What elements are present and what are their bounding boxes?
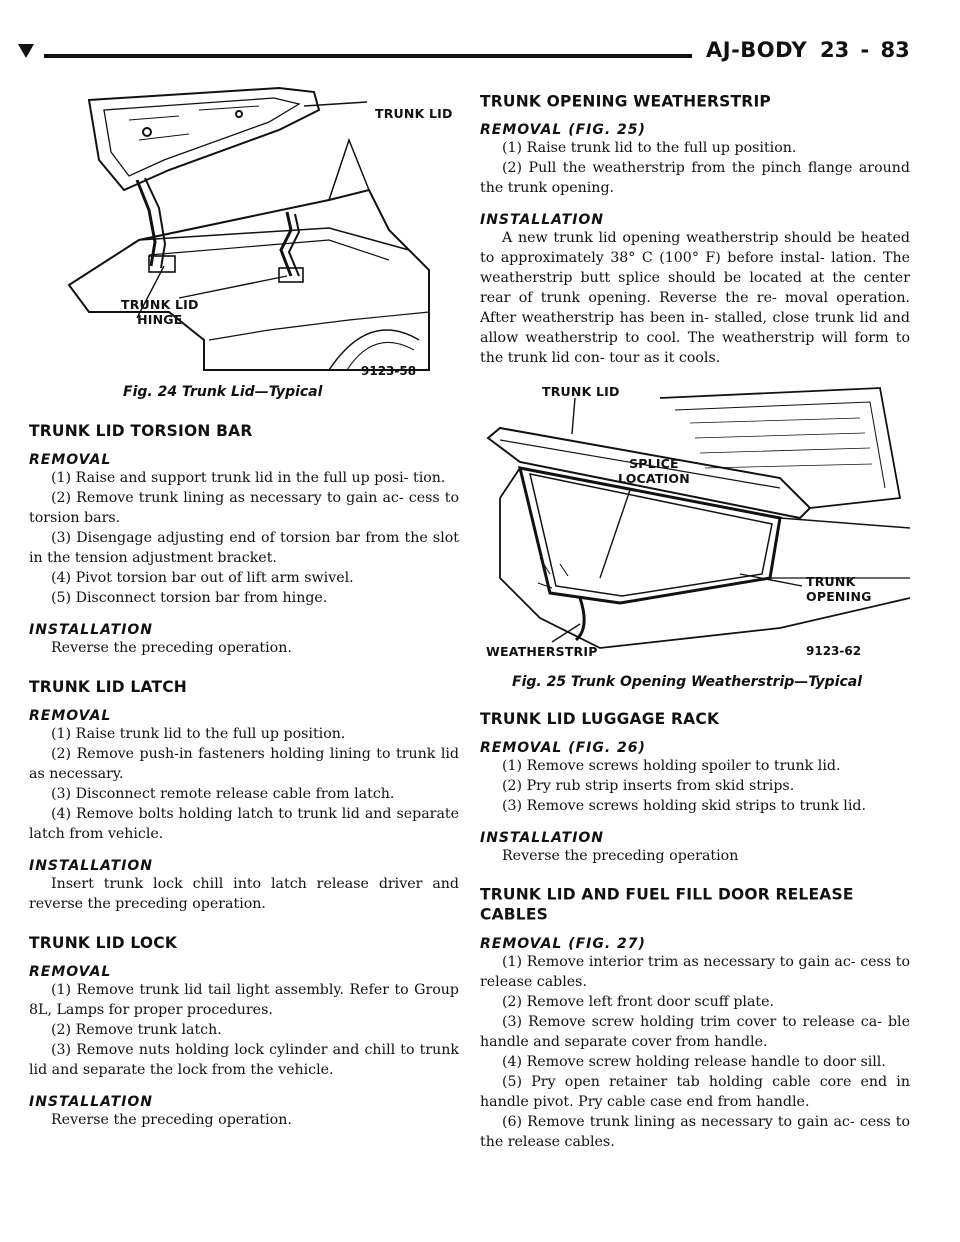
step: (2) Remove trunk latch.	[51, 1022, 222, 1038]
label-trunk-lid: TRUNK LID	[375, 106, 453, 121]
label-hinge-line2: HINGE	[137, 312, 183, 327]
left-column	[29, 80, 459, 1130]
step: (2) Pull the weatherstrip from the pinch flange around the trunk opening.	[480, 160, 910, 196]
header-rule	[44, 54, 692, 58]
subheading-removal: REMOVAL	[29, 452, 112, 468]
step: (5) Pry open retainer tab holding cable core end in handle pivot. Pry cable case end from handle.	[480, 1074, 910, 1110]
label-trunk-lid-hinge	[121, 297, 199, 327]
label-splice-line2: LOCATION	[618, 471, 690, 486]
step: (6) Remove trunk lining as necessary to gain ac- cess to the release cables.	[480, 1114, 910, 1150]
install-text: Insert trunk lock chill into latch release driver and reverse the preceding operation.	[29, 876, 459, 912]
section-title-latch: TRUNK LID LATCH	[29, 677, 187, 697]
subheading-installation: INSTALLATION	[480, 830, 605, 846]
step: (1) Raise trunk lid to the full up position.	[51, 726, 346, 742]
step: (4) Remove bolts holding latch to trunk lid and separate latch from vehicle.	[29, 806, 459, 842]
section-title-lock: TRUNK LID LOCK	[29, 933, 178, 953]
step: (3) Remove screws holding skid strips to trunk lid.	[502, 798, 866, 814]
figure-code: 9123-58	[361, 364, 417, 378]
title-line2: CABLES	[480, 905, 549, 924]
section-title-release-cables	[480, 885, 910, 925]
label-opening-line1: TRUNK	[806, 574, 856, 589]
figure-code: 9123-62	[806, 644, 862, 658]
step: (2) Remove push-in fasteners holding lining to trunk lid as necessary.	[29, 746, 459, 782]
subheading-removal: REMOVAL	[29, 708, 112, 724]
figure-25	[480, 378, 910, 668]
step: (4) Pivot torsion bar out of lift arm swivel.	[51, 570, 354, 586]
subheading-removal: REMOVAL (FIG. 26)	[480, 740, 646, 756]
right-column	[480, 92, 910, 1152]
label-trunk-opening	[806, 574, 872, 604]
subheading-installation: INSTALLATION	[480, 212, 605, 228]
figure-24	[29, 80, 459, 380]
section-title-torsion-bar: TRUNK LID TORSION BAR	[29, 421, 253, 441]
step: (3) Remove nuts holding lock cylinder and chill to trunk lid and separate the lock from the vehicle.	[29, 1042, 459, 1078]
step: (3) Remove screw holding trim cover to release ca- ble handle and separate cover from handle.	[480, 1014, 910, 1050]
label-opening-line2: OPENING	[806, 589, 872, 604]
figure-24-caption: Fig. 24 Trunk Lid—Typical	[123, 384, 323, 400]
label-weatherstrip: WEATHERSTRIP	[486, 644, 598, 659]
install-text: Reverse the preceding operation	[502, 848, 739, 864]
step: (2) Remove trunk lining as necessary to gain ac- cess to torsion bars.	[29, 490, 459, 526]
subheading-installation: INSTALLATION	[29, 858, 154, 874]
step: (2) Remove left front door scuff plate.	[502, 994, 775, 1010]
figure-25-caption: Fig. 25 Trunk Opening Weatherstrip—Typical	[512, 674, 863, 690]
step: (4) Remove screw holding release handle to door sill.	[502, 1054, 886, 1070]
step: (1) Raise and support trunk lid in the full up posi- tion.	[51, 470, 446, 486]
install-text: A new trunk lid opening weatherstrip should be heated to approximately 38° C (100° F) before instal- lation. The weatherstrip butt splice should be located at the center rear of trunk opening. Reverse the re- moval operation. After weatherstrip has been in- stalled, close trunk lid and allow weatherstrip to cool. The weatherstrip will form to the trunk lid con- tour as it cools.	[480, 230, 910, 366]
install-text: Reverse the preceding operation.	[51, 1112, 292, 1128]
header-title: AJ-BODY	[706, 38, 808, 62]
step: (5) Disconnect torsion bar from hinge.	[51, 590, 328, 606]
subheading-installation: INSTALLATION	[29, 622, 154, 638]
step: (1) Remove screws holding spoiler to trunk lid.	[502, 758, 841, 774]
subheading-removal: REMOVAL (FIG. 27)	[480, 936, 646, 952]
title-line1: TRUNK LID AND FUEL FILL DOOR RELEASE	[480, 885, 854, 904]
subheading-removal: REMOVAL (FIG. 25)	[480, 122, 646, 138]
trunk-lid-hinge-illustration	[29, 80, 459, 380]
step: (1) Remove trunk lid tail light assembly. Refer to Group 8L, Lamps for proper procedures.	[29, 982, 459, 1018]
step: (2) Pry rub strip inserts from skid strips.	[502, 778, 795, 794]
label-splice-location	[618, 456, 690, 486]
section-marker-icon	[18, 44, 34, 58]
step: (1) Remove interior trim as necessary to gain ac- cess to release cables.	[480, 954, 910, 990]
label-hinge-line1: TRUNK LID	[121, 297, 199, 312]
step: (3) Disengage adjusting end of torsion bar from the slot in the tension adjustment bracket.	[29, 530, 459, 566]
label-trunk-lid: TRUNK LID	[542, 384, 620, 399]
section-title-luggage-rack: TRUNK LID LUGGAGE RACK	[480, 709, 720, 729]
page-number: 23 - 83	[820, 38, 910, 62]
label-splice-line1: SPLICE	[629, 456, 679, 471]
subheading-installation: INSTALLATION	[29, 1094, 154, 1110]
section-title-weatherstrip: TRUNK OPENING WEATHERSTRIP	[480, 91, 771, 111]
install-text: Reverse the preceding operation.	[51, 640, 292, 656]
subheading-removal: REMOVAL	[29, 964, 112, 980]
step: (1) Raise trunk lid to the full up position.	[502, 140, 797, 156]
trunk-opening-weatherstrip-illustration	[480, 378, 910, 668]
step: (3) Disconnect remote release cable from latch.	[51, 786, 395, 802]
